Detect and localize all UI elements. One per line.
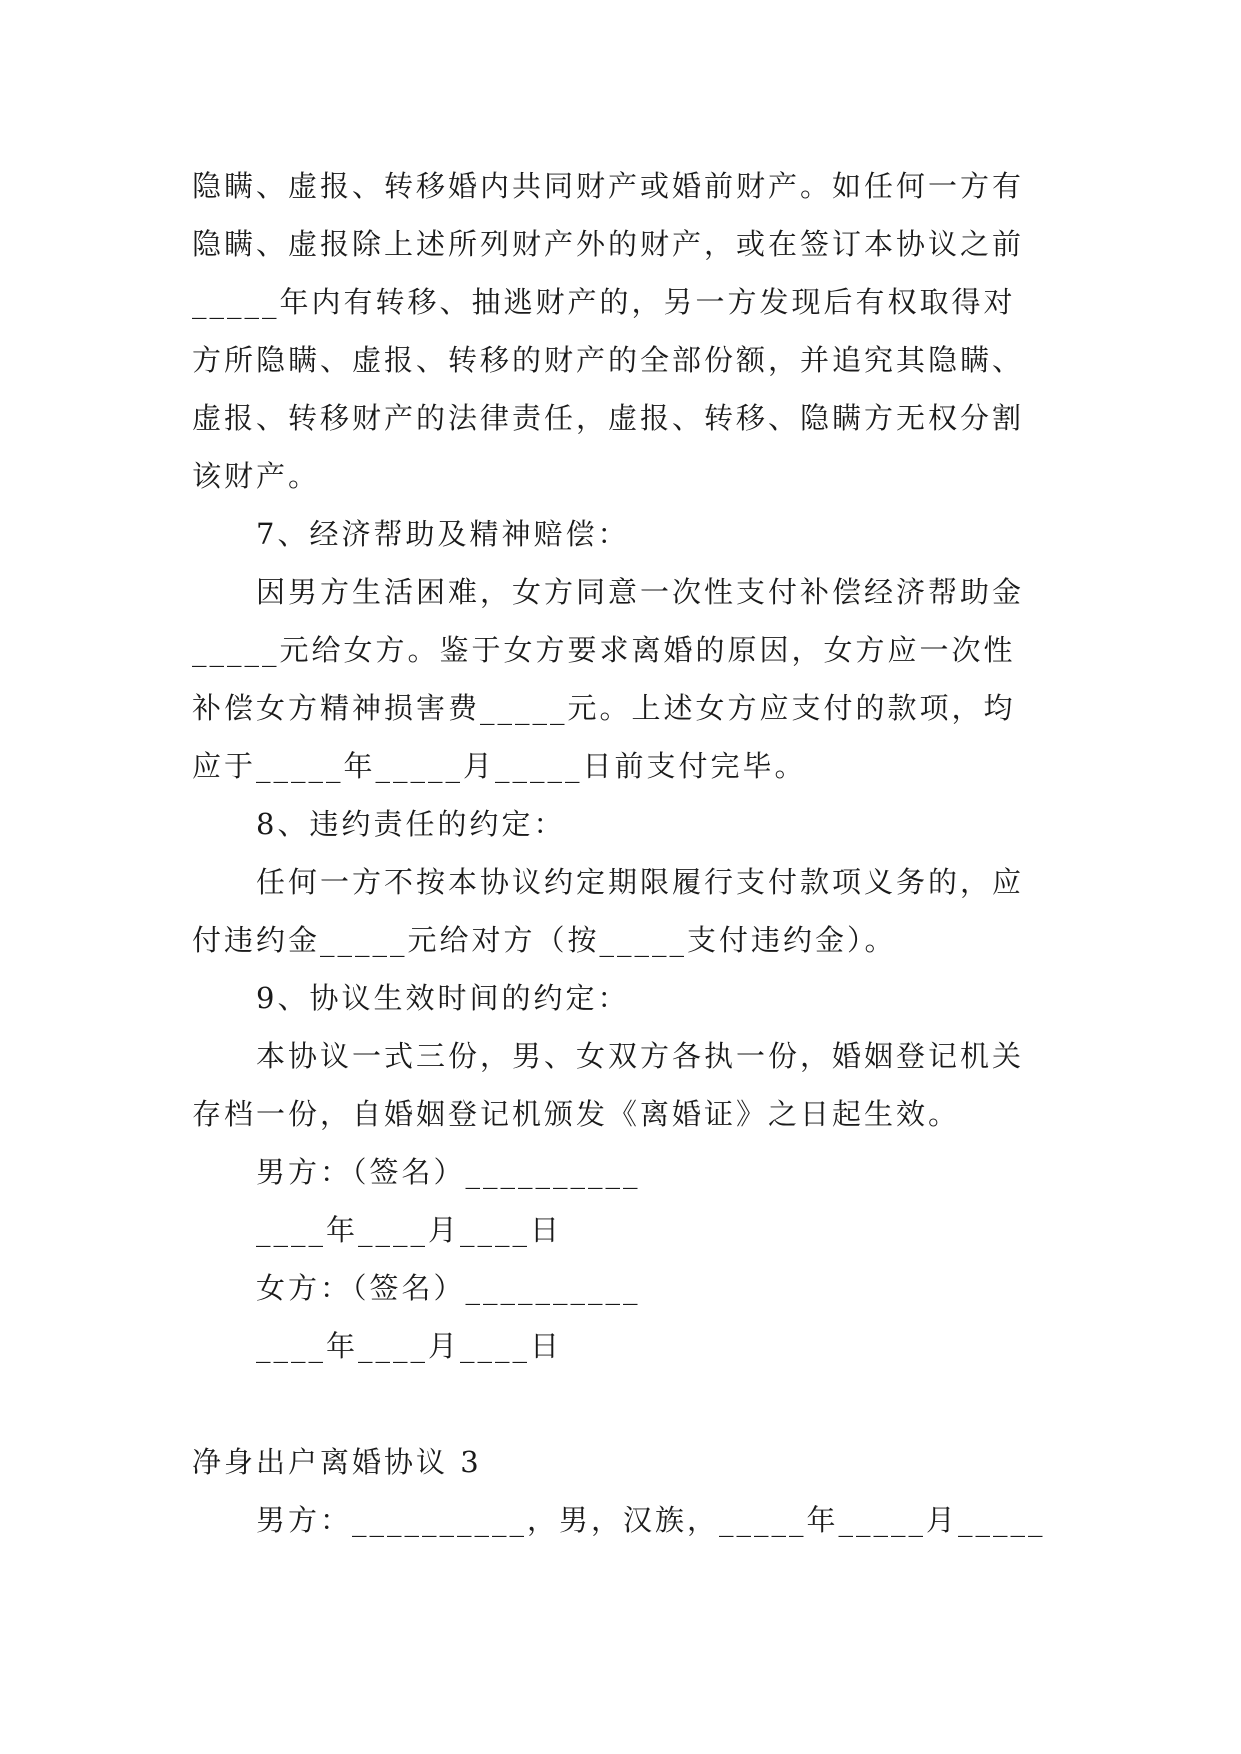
female-signature-line: 女方：（签名）__________	[256, 1271, 641, 1305]
paragraph-line: 男方：__________，男，汉族，_____年_____月_____	[256, 1503, 1046, 1537]
document-title: 净身出户离婚协议 3	[192, 1445, 482, 1479]
female-date-line: ____年____月____日	[256, 1329, 563, 1363]
section-heading: 8、违约责任的约定：	[256, 807, 566, 841]
paragraph-line: 该财产。	[192, 459, 321, 493]
paragraph-line: 因男方生活困难，女方同意一次性支付补偿经济帮助金	[256, 575, 1025, 609]
paragraph-line: 本协议一式三份，男、女双方各执一份，婚姻登记机关	[256, 1039, 1025, 1073]
paragraph-line: 隐瞒、虚报、转移婚内共同财产或婚前财产。如任何一方有	[192, 169, 1025, 203]
paragraph-line: 应于_____年_____月_____日前支付完毕。	[192, 749, 807, 783]
paragraph-line: 方所隐瞒、虚报、转移的财产的全部份额，并追究其隐瞒、	[192, 343, 1025, 377]
section-heading: 7、经济帮助及精神赔偿：	[256, 517, 630, 551]
paragraph-line: 任何一方不按本协议约定期限履行支付款项义务的，应	[256, 865, 1025, 899]
paragraph-line: _____年内有转移、抽逃财产的，另一方发现后有权取得对	[192, 285, 1016, 319]
paragraph-line: 虚报、转移财产的法律责任，虚报、转移、隐瞒方无权分割	[192, 401, 1025, 435]
section-heading: 9、协议生效时间的约定：	[256, 981, 630, 1015]
male-signature-line: 男方：（签名）__________	[256, 1155, 641, 1189]
paragraph-line: 付违约金_____元给对方（按_____支付违约金）。	[192, 923, 897, 957]
paragraph-line: 补偿女方精神损害费_____元。上述女方应支付的款项，均	[192, 691, 1016, 725]
paragraph-line: 隐瞒、虚报除上述所列财产外的财产，或在签订本协议之前	[192, 227, 1025, 261]
paragraph-line: _____元给女方。鉴于女方要求离婚的原因，女方应一次性	[192, 633, 1016, 667]
male-date-line: ____年____月____日	[256, 1213, 563, 1247]
paragraph-line: 存档一份，自婚姻登记机颁发《离婚证》之日起生效。	[192, 1097, 961, 1131]
